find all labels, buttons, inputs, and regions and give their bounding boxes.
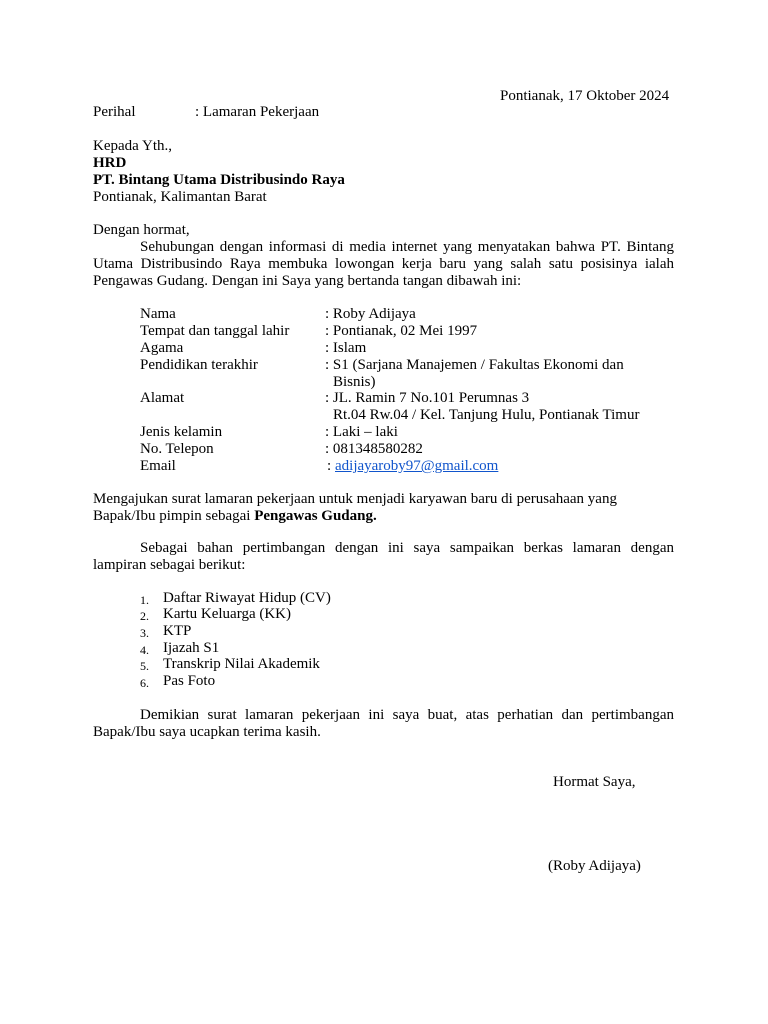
detail-education-label: Pendidikan terakhir xyxy=(140,357,258,373)
detail-phone-value: : 081348580282 xyxy=(325,441,423,457)
list-item: Transkrip Nilai Akademik xyxy=(163,656,320,672)
closing-paragraph: Demikian surat lamaran pekerjaan ini saya buat, atas perhatian dan pertimbangan Bapak/Ibu saya ucapkan terima kasih. xyxy=(93,707,674,740)
detail-name-label: Nama xyxy=(140,306,176,322)
list-number: 5. xyxy=(140,659,149,673)
detail-email-colon: : xyxy=(327,458,332,474)
list-item: Pas Foto xyxy=(163,673,216,689)
detail-phone-label: No. Telepon xyxy=(140,441,214,457)
recipient-company: PT. Bintang Utama Distribusindo Raya xyxy=(93,172,345,188)
apply-paragraph xyxy=(93,491,674,525)
list-item: Daftar Riwayat Hidup (CV) xyxy=(163,590,331,606)
recipient-dept: HRD xyxy=(93,155,127,171)
list-item: Ijazah S1 xyxy=(163,640,220,656)
detail-address-value-1: : JL. Ramin 7 No.101 Perumnas 3 xyxy=(325,390,530,406)
detail-address-label: Alamat xyxy=(140,390,185,406)
detail-address-value-2: Rt.04 Rw.04 / Kel. Tanjung Hulu, Pontianak Timur xyxy=(333,407,640,423)
place-date: Pontianak, 17 Oktober 2024 xyxy=(500,88,670,104)
apply-text: Mengajukan surat lamaran pekerjaan untuk menjadi karyawan baru di perusahaan yang Bapak/Ibu pimpin sebagai xyxy=(93,491,617,524)
detail-birth-value: : Pontianak, 02 Mei 1997 xyxy=(325,323,478,339)
list-item: Kartu Keluarga (KK) xyxy=(163,606,292,622)
detail-gender-value: : Laki – laki xyxy=(325,424,398,440)
intro-paragraph: Sehubungan dengan informasi di media internet yang menyatakan bahwa PT. Bintang Utama Distribusindo Raya membuka lowongan kerja baru yang salah satu posisinya ialah Pengawas Gudang. Dengan ini Saya yang bertanda tangan dibawah ini: xyxy=(93,239,674,289)
recipient-city: Pontianak, Kalimantan Barat xyxy=(93,189,267,205)
list-number: 4. xyxy=(140,643,149,657)
email-link[interactable]: adijayaroby97@gmail.com xyxy=(335,458,499,474)
recipient-to: Kepada Yth., xyxy=(93,138,172,154)
detail-email-label: Email xyxy=(140,458,176,474)
detail-birth-label: Tempat dan tanggal lahir xyxy=(140,323,290,339)
apply-position: Pengawas Gudang. xyxy=(254,508,377,524)
list-number: 1. xyxy=(140,593,149,607)
detail-religion-value: : Islam xyxy=(325,340,367,356)
greeting: Dengan hormat, xyxy=(93,222,190,238)
detail-education-value-2: Bisnis) xyxy=(333,374,376,390)
list-number: 3. xyxy=(140,626,149,640)
signature-name: (Roby Adijaya) xyxy=(548,858,641,874)
signoff: Hormat Saya, xyxy=(553,774,636,790)
list-number: 6. xyxy=(140,676,149,690)
attachments-intro: Sebagai bahan pertimbangan dengan ini saya sampaikan berkas lamaran dengan lampiran sebagai berikut: xyxy=(93,540,674,573)
subject-label: Perihal xyxy=(93,104,136,120)
subject-value: : Lamaran Pekerjaan xyxy=(195,104,320,120)
detail-name-value: : Roby Adijaya xyxy=(325,306,416,322)
list-item: KTP xyxy=(163,623,192,639)
detail-education-value-1: : S1 (Sarjana Manajemen / Fakultas Ekonomi dan xyxy=(325,357,624,373)
list-number: 2. xyxy=(140,609,149,623)
detail-religion-label: Agama xyxy=(140,340,184,356)
detail-gender-label: Jenis kelamin xyxy=(140,424,223,440)
